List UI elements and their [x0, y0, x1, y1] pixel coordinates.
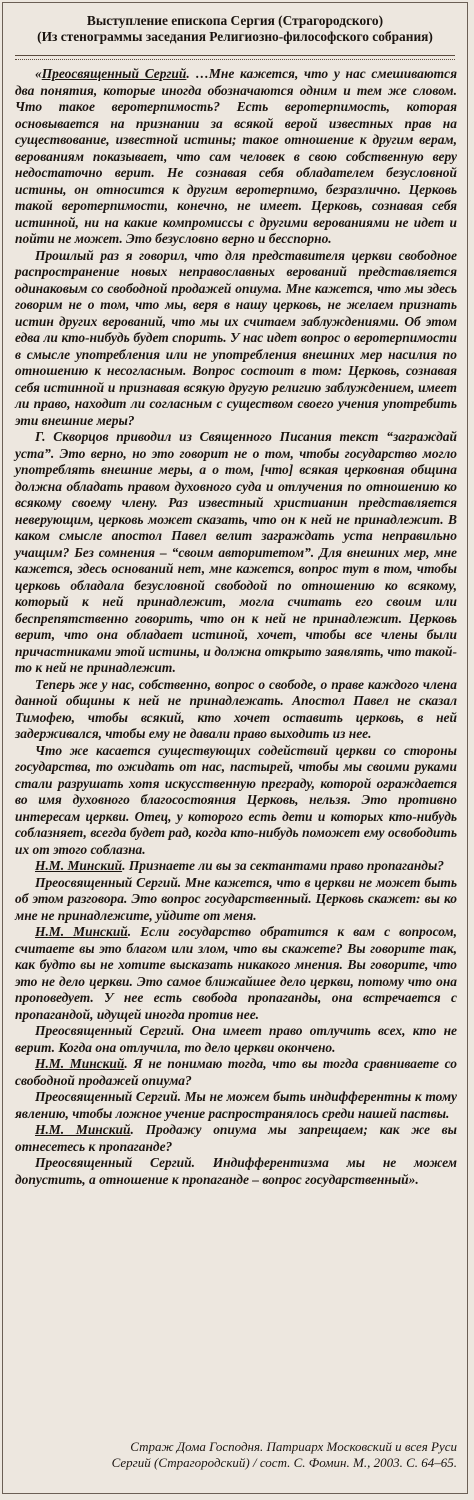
paragraph-text: Преосвященный Сергий. Индифферентизма мы не можем допустить, а отношение к пропаганде – вопрос государственный». [15, 1155, 457, 1187]
source-line: Сергий (Страгородский) / сост. С. Фомин. М., 2003. С. 64–65. [111, 1455, 457, 1470]
paragraph-text: Что же касается существующих содействий церкви со стороны государства, то ожидать от нас, пастырей, чтобы мы своими руками стали разрушать хотя искусственную преграду, которой ограждается во имя духовного благосостояния Церковь, нельзя. Это противно интересам церкви. Отец, у которого есть дети и которых кто-нибудь соблазняет, всегда будет рад, когда кто-нибудь поможет ему освободить их от этого соблазна. [15, 742, 457, 857]
paragraph-text: Преосвященный Сергий. Мы не можем быть индифферентны к тому явлению, чтобы ложное учение распространялось среди нашей паствы. [15, 1089, 457, 1121]
speaker-name: Н.М. Минский [35, 924, 128, 939]
speaker-name: Преосвященный Сергий [41, 66, 187, 81]
paragraph-text: . Продажу опиума мы запрещаем; как же вы отнесетесь к пропаганде? [15, 1122, 457, 1154]
paragraph [15, 1122, 457, 1155]
paragraph-text: Преосвященный Сергий. Она имеет право отлучить всех, кто не верит. Когда она отлучила, то дело церкви окончено. [15, 1023, 457, 1055]
document-frame [2, 2, 468, 1494]
document-title: Выступление епископа Сергия (Страгородского) [86, 13, 384, 28]
speaker-name: Н.М. Минский [35, 1122, 131, 1137]
speaker-name: Н.М. Минский [35, 1056, 125, 1071]
paragraph: «Преосвященный Сергий. …Мне кажется, что у нас смешиваются два понятия, которые иногда обозначаются одним и тем же словом. Что такое веротерпимость? Есть веротерпимость, которая основывается на признании за всякой верой известных прав на существование, известной истины; такое отношение к другим верам, верованиям показывает, что сам человек в свою собственную веру недостаточно верит. Не сознавая себя обладателем безусловной истины, он относится к другим веротерпимо, безразлично. Церковь такой веротерпимости, конечно, не имеет. Церковь, сознавая себя истинной, ни на какие компромиссы с другими верованиями не идет и пойти не может. Это безусловно верно и бесспорно. [15, 66, 457, 246]
paragraph-text: . …Мне кажется, что у нас смешиваются два понятия, которые иногда обозначаются одним и тем же словом. Что такое веротерпимость? Есть веротерпимость, которая основывается на признании за всякой верой известных прав на существование, известной истины; такое отношение к другим верам, верованиям показывает, что сам человек в свою собственную веру недостаточно верит. Не сознавая себя обладателем безусловной истины, он относится к другим веротерпимо, безразлично. Церковь такой веротерпимости, конечно, не имеет. Церковь, сознавая себя истинной, ни на какие компромиссы с другими верованиями не идет и пойти не может. Это безусловно верно и бесспорно. [15, 66, 457, 246]
paragraph-text: Прошлый раз я говорил, что для представителя церкви свободное распространение новых неправославных верований представляется одинаковым со свободной продажей опиума. Мне кажется, что мы здесь говорим не о том, что мы, веря в нашу церковь, не желаем признать истин других верований, что мы их считаем заблуждениями. Об этом едва ли кто-нибудь будет спорить. У нас идет вопрос о веротерпимости в смысле употребления или не употребления внешних мер насилия по отношению к несогласным. Вопрос состоит в том: Церковь, сознавая себя истинной и признавая всякую другую религию заблуждением, имеет ли право, находит ли согласным с существом своего учения употребить эти внешние меры? [15, 247, 457, 428]
paragraph [15, 1089, 457, 1122]
source-line: Страж Дома Господня. Патриарх Московский и всея Руси [130, 1439, 457, 1454]
header-rule [15, 55, 455, 56]
paragraph [15, 858, 457, 875]
paragraph [15, 677, 457, 743]
paragraph [15, 1155, 457, 1188]
paragraph [15, 743, 457, 859]
speaker-name: Н.М. Минский [35, 858, 123, 873]
paragraph [15, 429, 457, 677]
paragraph-text: . Признаете ли вы за сектантами право пропаганды? [122, 858, 444, 873]
transcript-body [15, 66, 457, 1188]
source-citation [17, 1439, 457, 1471]
paragraph-text: Теперь же у нас, собственно, вопрос о свободе, о праве каждого члена данной общины к ней не принадлежать. Апостол Павел не сказал Тимофею, чтобы всякий, кто хочет оставить церковь, в ней задерживался, чтобы ему не давали право выходить из нее. [15, 676, 457, 741]
document-subtitle: (Из стенограммы заседания Религиозно-философского собрания) [37, 29, 433, 44]
header-rule-dotted [15, 59, 455, 60]
paragraph [15, 248, 457, 430]
paragraph-text: Г. Скворцов приводил из Священного Писания текст “заграждай уста”. Это верно, но это говорит не о том, чтобы государство могло употреблять внешние меры, а о том, [что] всякая церковная община должна обладать правом духовного суда и отлучения по отношению ко всякому своему члену. Раз известный христианин представляется неверующим, церковь может сказать, что он к ней не принадлежит. В каком смысле апостол Павел велит заграждать уста неправильно учащим? Без сомнения – “своим авторитетом”. Для внешних мер, мне кажется, здесь оснований нет, мне кажется, вопрос тут в том, чтобы церковь обладала безусловной свободой по отношению ко всякому, который к ней принадлежит, могла считать его своим или беспрепятственно говорить, что он к ней не принадлежит. Церковь верит, что она обладает истиной, хочет, чтобы все члены были причастниками этой истины, и должна открыто заявлять, что такой-то к ней не принадлежит. [15, 429, 457, 675]
paragraph [15, 1056, 457, 1089]
document-header [3, 13, 467, 45]
paragraph [15, 1023, 457, 1056]
paragraph [15, 924, 457, 1023]
paragraph-text: . Если государство обратится к вам с вопросом, считаете вы это благом или злом, что вы скажете? Вы говорите так, как будто вы не хотите высказать никакого мнения. Вы говорите, что это не дело церкви. Это самое ближайшее дело церкви, потому что она проповедует. У нее есть свобода пропаганды, она встречается с пропагандой, идущей иногда против нее. [15, 924, 457, 1022]
paragraph [15, 875, 457, 925]
paragraph-text: . Я не понимаю тогда, что вы тогда сравниваете со свободной продажей опиума? [15, 1056, 457, 1088]
paragraph-text: Преосвященный Сергий. Мне кажется, что в церкви не может быть об этом разговора. Это вопрос государственный. Церковь скажет: вы ко мне не принадлежите, уйдите от меня. [15, 874, 457, 923]
